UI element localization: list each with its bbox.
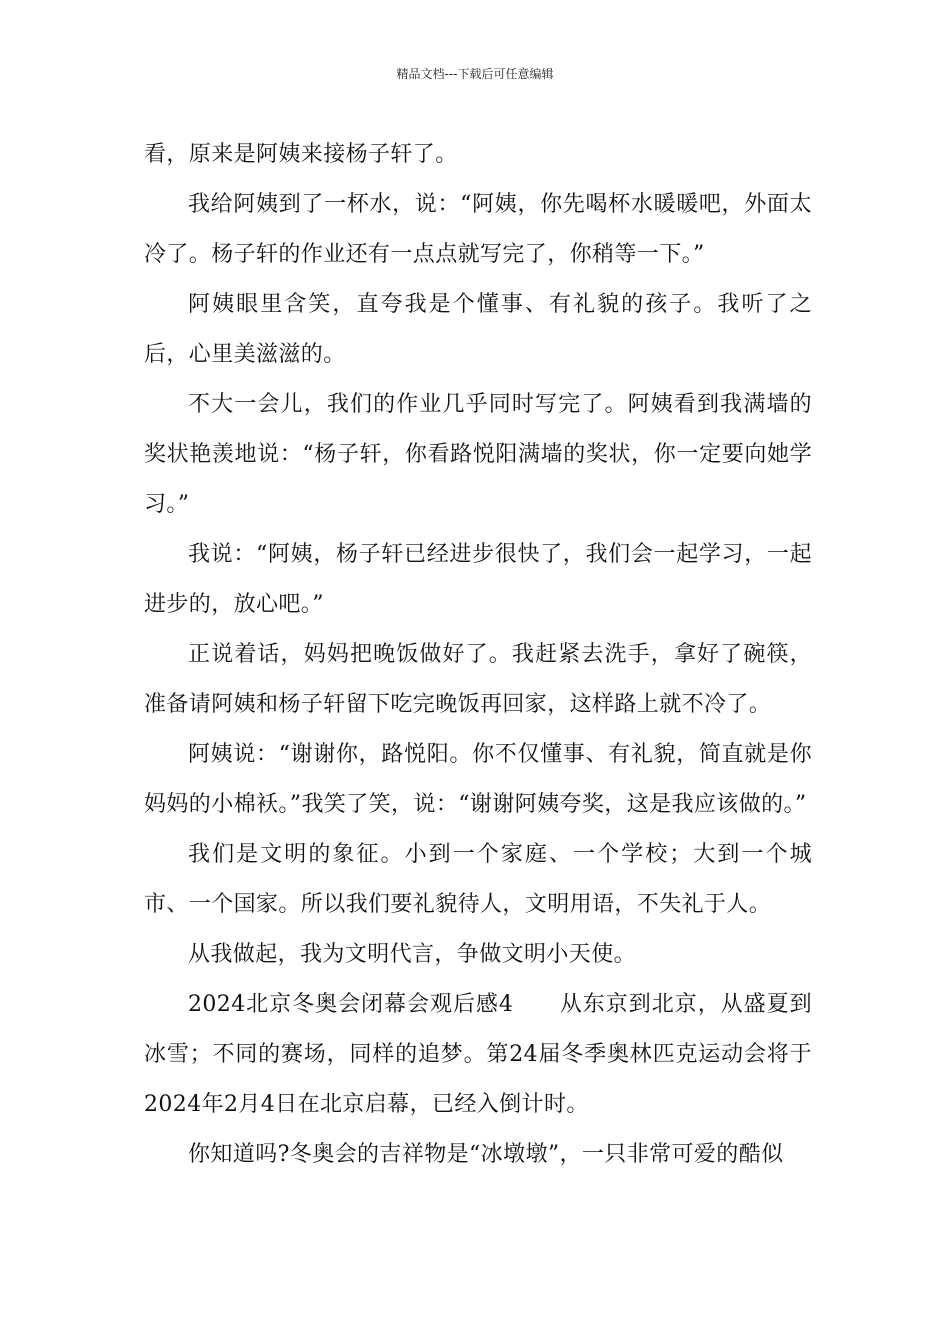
paragraph: 阿姨说：“谢谢你，路悦阳。你不仅懂事、有礼貌，简直就是你妈妈的小棉袄。”我笑了笑，说：“谢谢阿姨夸奖，这是我应该做的。” [144,742,812,817]
paragraph: 你知道吗?冬奥会的吉祥物是“冰墩墩”，一只非常可爱的酷似 [188,1142,784,1167]
paragraph: 我们是文明的象征。小到一个家庭、一个学校；大到一个城市、一个国家。所以我们要礼貌待人，文明用语，不失礼于人。 [144,842,812,917]
paragraph: 2024北京冬奥会闭幕会观后感4 从东京到北京，从盛夏到冰雪；不同的赛场，同样的追梦。第24届冬季奥林匹克运动会将于2024年2月4日在北京启幕，已经入倒计时。 [144,992,812,1117]
paragraph: 我说：“阿姨，杨子轩已经进步很快了，我们会一起学习，一起进步的，放心吧。” [144,542,812,617]
paragraph: 我给阿姨到了一杯水，说：“阿姨，你先喝杯水暖暖吧，外面太冷了。杨子轩的作业还有一点点就写完了，你稍等一下。” [144,192,812,267]
page-header: 精品文档---下载后可任意编辑 [396,67,554,81]
paragraph: 不大一会儿，我们的作业几乎同时写完了。阿姨看到我满墙的奖状艳羡地说：“杨子轩，你看路悦阳满墙的奖状，你一定要向她学习。” [144,392,812,517]
paragraph: 正说着话，妈妈把晚饭做好了。我赶紧去洗手，拿好了碗筷，准备请阿姨和杨子轩留下吃完晚饭再回家，这样路上就不冷了。 [144,642,812,717]
paragraph: 阿姨眼里含笑，直夸我是个懂事、有礼貌的孩子。我听了之后，心里美滋滋的。 [144,292,812,367]
paragraph: 看，原来是阿姨来接杨子轩了。 [144,142,458,167]
paragraph: 从我做起，我为文明代言，争做文明小天使。 [188,942,637,967]
document-body [144,130,812,1180]
